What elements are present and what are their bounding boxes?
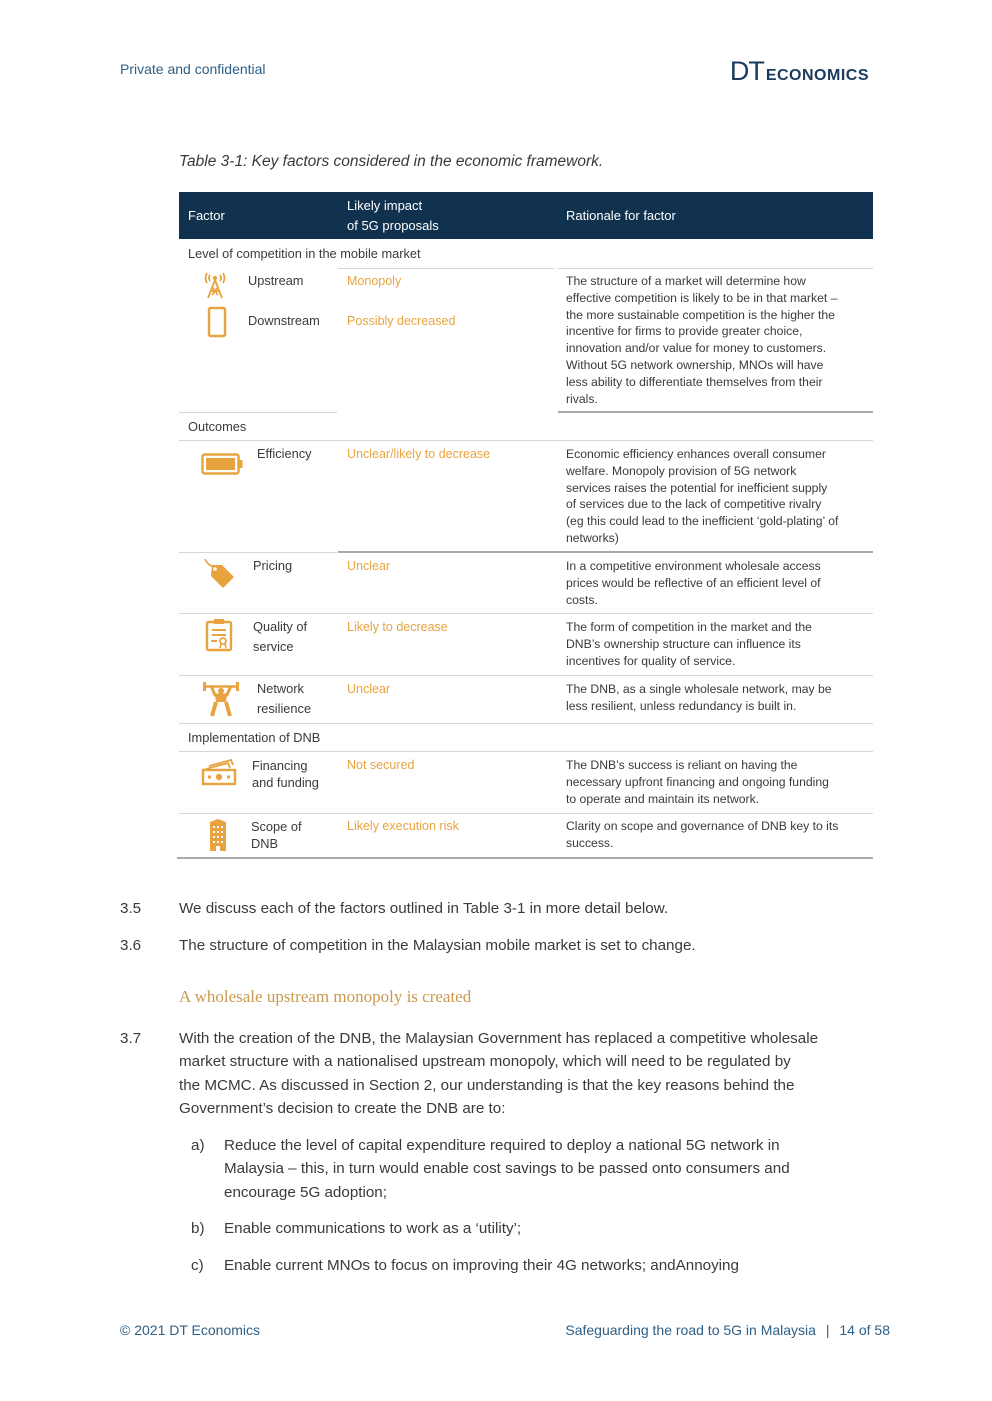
footer-title: Safeguarding the road to 5G in Malaysia bbox=[565, 1322, 816, 1338]
rationale-line: prices would be reflective of an efficient level of bbox=[566, 575, 821, 590]
money-icon bbox=[201, 758, 237, 786]
header-rationale: Rationale for factor bbox=[566, 208, 676, 223]
rationale-line: Clarity on scope and governance of DNB key to its bbox=[566, 819, 839, 833]
section-implementation: Implementation of DNB bbox=[188, 730, 321, 745]
impact-efficiency: Unclear/likely to decrease bbox=[347, 447, 491, 461]
paragraph-3-7 bbox=[179, 1027, 879, 1121]
rationale-efficiency bbox=[566, 446, 871, 547]
rationale-line: DNB’s ownership structure can influence its bbox=[566, 636, 801, 651]
paragraph-3-5: We discuss each of the factors outlined in Table 3-1 in more detail below. bbox=[179, 900, 669, 917]
divider bbox=[558, 411, 873, 413]
para-number: 3.7 bbox=[120, 1030, 142, 1047]
factor-efficiency: Efficiency bbox=[257, 446, 312, 461]
rationale-line: of services due to the lack of competitive rivalry bbox=[566, 497, 822, 512]
rationale-line: Without 5G network ownership, MNOs will have bbox=[566, 357, 824, 372]
impact-downstream: Possibly decreased bbox=[347, 314, 456, 328]
weightlifter-icon bbox=[202, 680, 240, 718]
impact-quality: Likely to decrease bbox=[347, 620, 448, 634]
impact-resilience: Unclear bbox=[347, 682, 391, 696]
battery-icon bbox=[201, 453, 243, 475]
factor-quality-line2: service bbox=[253, 639, 294, 654]
list-line: encourage 5G adoption; bbox=[224, 1183, 387, 1201]
footer-right bbox=[565, 1322, 890, 1338]
table-header bbox=[179, 192, 873, 239]
factor-financing bbox=[252, 757, 319, 791]
rationale-scope bbox=[566, 818, 871, 852]
building-icon bbox=[207, 818, 229, 852]
divider bbox=[179, 552, 337, 553]
divider bbox=[179, 751, 873, 752]
factor-scope-line1: Scope of bbox=[251, 819, 302, 834]
footer-separator: | bbox=[825, 1322, 830, 1338]
divider bbox=[558, 268, 873, 269]
rationale-line: effective competition is likely to be in that market – bbox=[566, 290, 838, 305]
rationale-line: welfare. Monopoly provision of 5G network bbox=[566, 463, 797, 478]
list-line: Malaysia – this, in turn would enable cost savings to be passed onto consumers and bbox=[224, 1160, 790, 1178]
paragraph-line: market structure with a nationalised upstream monopoly, which will need to be regulated by bbox=[179, 1053, 791, 1071]
rationale-line: necessary upfront financing and ongoing funding bbox=[566, 774, 829, 789]
factor-pricing: Pricing bbox=[253, 558, 293, 573]
impact-pricing: Unclear bbox=[347, 559, 391, 573]
impact-financing: Not secured bbox=[347, 758, 415, 772]
section-outcomes: Outcomes bbox=[188, 419, 247, 434]
rationale-line: The form of competition in the market and the bbox=[566, 620, 812, 634]
rationale-line: The structure of a market will determine how bbox=[566, 274, 806, 288]
para-number: 3.5 bbox=[120, 900, 142, 917]
factor-quality bbox=[253, 617, 307, 657]
factor-financing-line1: Financing bbox=[252, 758, 308, 773]
divider bbox=[338, 268, 555, 269]
divider bbox=[179, 440, 873, 441]
divider bbox=[179, 675, 873, 676]
cell-tower-icon bbox=[203, 271, 227, 299]
footer-page-number: 14 of 58 bbox=[839, 1322, 890, 1338]
footer-copyright: © 2021 DT Economics bbox=[120, 1322, 261, 1338]
rationale-line: incentive for firms to provide greater choice, bbox=[566, 324, 803, 339]
divider bbox=[338, 551, 873, 553]
impact-upstream: Monopoly bbox=[347, 274, 402, 288]
list-marker: a) bbox=[191, 1137, 205, 1154]
list-item-c: Enable current MNOs to focus on improving their 4G networks; andAnnoying bbox=[224, 1257, 739, 1274]
rationale-line: networks) bbox=[566, 530, 619, 545]
divider bbox=[179, 613, 873, 614]
price-tag-icon bbox=[203, 557, 235, 591]
factor-downstream: Downstream bbox=[248, 313, 320, 328]
rationale-line: (eg this could lead to the inefficient ‘gold-plating’ of bbox=[566, 514, 839, 529]
header-impact-line1: Likely impact bbox=[347, 198, 423, 213]
rationale-financing bbox=[566, 757, 871, 807]
list-item-b: Enable communications to work as a ‘utility’; bbox=[224, 1220, 522, 1237]
list-marker: c) bbox=[191, 1257, 204, 1274]
rationale-line: rivals. bbox=[566, 391, 598, 406]
rationale-competition bbox=[566, 273, 871, 407]
rationale-quality bbox=[566, 619, 871, 669]
factor-financing-line2: and funding bbox=[252, 775, 319, 790]
factor-scope bbox=[251, 818, 302, 852]
rationale-line: innovation and/or value for money to customers. bbox=[566, 341, 827, 356]
table-bottom-border bbox=[177, 857, 873, 859]
factor-upstream: Upstream bbox=[248, 273, 304, 288]
paragraph-3-6: The structure of competition in the Malaysian mobile market is set to change. bbox=[179, 937, 696, 954]
rationale-line: The DNB, as a single wholesale network, may be bbox=[566, 682, 832, 696]
header-factor: Factor bbox=[188, 208, 225, 223]
logo-dt: DT bbox=[729, 56, 764, 86]
header-confidential: Private and confidential bbox=[120, 61, 266, 77]
factor-scope-line2: DNB bbox=[251, 836, 279, 851]
certificate-icon bbox=[205, 618, 233, 652]
rationale-line: less ability to differentiate themselves from their bbox=[566, 374, 823, 389]
rationale-line: services raises the potential for inefficient supply bbox=[566, 480, 828, 495]
rationale-line: incentives for quality of service. bbox=[566, 653, 736, 668]
list-line: Reduce the level of capital expenditure required to deploy a national 5G network in bbox=[224, 1137, 780, 1154]
rationale-line: costs. bbox=[566, 592, 598, 607]
divider bbox=[179, 412, 337, 413]
list-marker: b) bbox=[191, 1220, 205, 1237]
rationale-line: In a competitive environment wholesale access bbox=[566, 559, 821, 573]
rationale-line: Economic efficiency enhances overall consumer bbox=[566, 447, 826, 461]
factor-resilience bbox=[257, 679, 311, 719]
rationale-line: success. bbox=[566, 835, 614, 850]
dt-economics-logo bbox=[730, 56, 869, 87]
rationale-line: The DNB’s success is reliant on having the bbox=[566, 758, 798, 772]
rationale-resilience bbox=[566, 681, 871, 715]
factor-resilience-line2: resilience bbox=[257, 701, 312, 716]
list-item-a bbox=[224, 1134, 884, 1204]
paragraph-line: Government’s decision to create the DNB are to: bbox=[179, 1100, 506, 1118]
table-caption: Table 3-1: Key factors considered in the economic framework. bbox=[179, 153, 604, 170]
smartphone-icon bbox=[207, 306, 227, 338]
paragraph-line: With the creation of the DNB, the Malaysian Government has replaced a competitive wholesale bbox=[179, 1030, 819, 1047]
section-competition: Level of competition in the mobile market bbox=[188, 246, 421, 261]
divider bbox=[179, 723, 873, 724]
logo-economics: ECONOMICS bbox=[765, 67, 869, 84]
factor-resilience-line1: Network bbox=[257, 681, 304, 696]
rationale-line: the more sustainable competition is the higher the bbox=[566, 307, 835, 322]
section-heading: A wholesale upstream monopoly is created bbox=[179, 987, 472, 1006]
para-number: 3.6 bbox=[120, 937, 142, 954]
divider bbox=[179, 813, 873, 814]
factor-quality-line1: Quality of bbox=[253, 619, 308, 634]
rationale-line: to operate and maintain its network. bbox=[566, 791, 760, 806]
rationale-line: less resilient, unless redundancy is built in. bbox=[566, 698, 797, 713]
paragraph-line: the MCMC. As discussed in Section 2, our understanding is that the key reasons behind the bbox=[179, 1076, 795, 1094]
impact-scope: Likely execution risk bbox=[347, 819, 459, 833]
header-impact-line2: of 5G proposals bbox=[347, 218, 439, 233]
rationale-pricing bbox=[566, 558, 871, 608]
